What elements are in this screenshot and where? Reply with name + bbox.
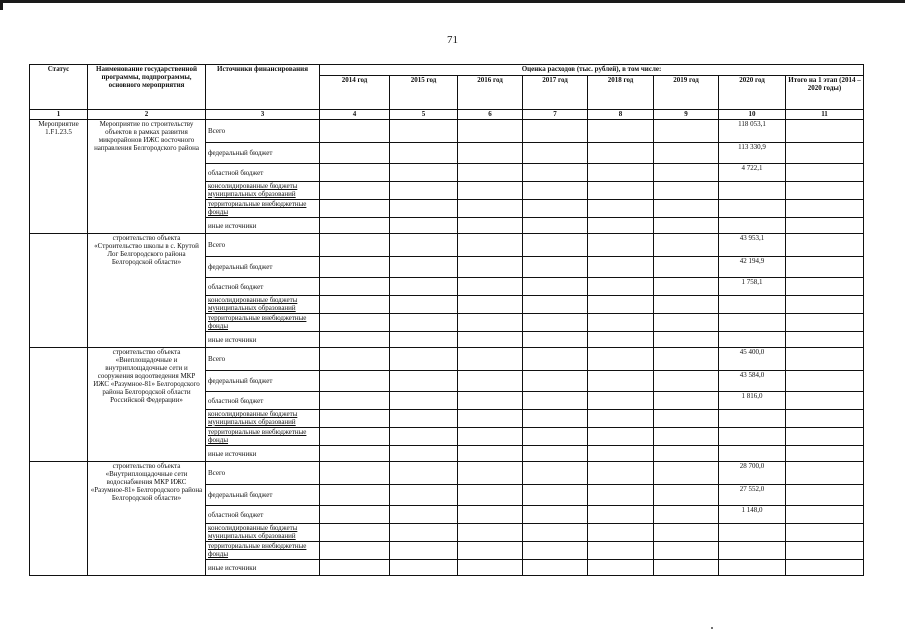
year-value-cell [458, 332, 523, 348]
value-2020-cell [719, 332, 786, 348]
measure-name-cell: строительство объекта «Внеплощадочные и внутриплощадочные сети и сооружения водоотведения МКР ИЖС «Разумное-81» Белгородского района Белгородской области Российской Федерации» [88, 348, 206, 462]
total-value-cell [786, 446, 864, 462]
year-value-cell [588, 278, 654, 296]
funding-source-cell: Всего [206, 348, 320, 371]
year-value-cell [588, 296, 654, 314]
funding-source-cell: федеральный бюджет [206, 371, 320, 392]
funding-source-cell: консолидированные бюджеты муниципальных образований [206, 296, 320, 314]
year-value-cell [458, 200, 523, 218]
year-value-cell [390, 182, 458, 200]
total-value-cell [786, 542, 864, 560]
total-value-cell [786, 332, 864, 348]
year-value-cell [654, 278, 719, 296]
year-value-cell [523, 485, 588, 506]
table-row [30, 234, 864, 257]
year-value-cell [523, 428, 588, 446]
measure-name-cell: строительство объекта «Внутриплощадочные сети водоснабжения МКР ИЖС «Разумное-81» Белгородского района Белгородской области» [88, 462, 206, 576]
year-value-cell [458, 348, 523, 371]
funding-source-cell: иные источники [206, 560, 320, 576]
value-2020-cell [719, 296, 786, 314]
header-year: 2020 год [719, 76, 786, 110]
column-number: 10 [719, 110, 786, 120]
year-value-cell [654, 143, 719, 164]
year-value-cell [458, 392, 523, 410]
value-2020-cell: 113 330,9 [719, 143, 786, 164]
year-value-cell [654, 371, 719, 392]
year-value-cell [320, 332, 390, 348]
year-value-cell [588, 257, 654, 278]
scan-edge-left [0, 0, 3, 10]
year-value-cell [523, 332, 588, 348]
measure-name-cell: Мероприятие по строительству объектов в рамках развития микрорайонов ИЖС восточного направления Белгородского района [88, 120, 206, 234]
total-value-cell [786, 485, 864, 506]
header-status: Статус [30, 65, 88, 110]
total-value-cell [786, 234, 864, 257]
year-value-cell [588, 348, 654, 371]
value-2020-cell [719, 218, 786, 234]
column-number: 3 [206, 110, 320, 120]
year-value-cell [320, 506, 390, 524]
funding-source-cell: областной бюджет [206, 164, 320, 182]
header-estimate: Оценка расходов (тыс. рублей), в том числе: [320, 65, 864, 76]
year-value-cell [523, 218, 588, 234]
header-year: 2018 год [588, 76, 654, 110]
year-value-cell [654, 524, 719, 542]
year-value-cell [320, 218, 390, 234]
funding-source-cell: территориальные внебюджетные фонды [206, 428, 320, 446]
value-2020-cell: 118 053,1 [719, 120, 786, 143]
funding-source-cell: областной бюджет [206, 506, 320, 524]
year-value-cell [654, 446, 719, 462]
year-value-cell [390, 143, 458, 164]
total-value-cell [786, 218, 864, 234]
year-value-cell [320, 485, 390, 506]
funding-source-cell: Всего [206, 120, 320, 143]
value-2020-cell: 42 194,9 [719, 257, 786, 278]
year-value-cell [390, 428, 458, 446]
header-source: Источники финансирования [206, 65, 320, 110]
status-cell: Мероприятие 1.F1.23.5 [30, 120, 88, 234]
year-value-cell [390, 164, 458, 182]
year-value-cell [654, 200, 719, 218]
year-value-cell [458, 296, 523, 314]
total-value-cell [786, 278, 864, 296]
total-value-cell [786, 200, 864, 218]
year-value-cell [458, 164, 523, 182]
year-value-cell [320, 120, 390, 143]
table-row [30, 348, 864, 371]
funding-source-cell: федеральный бюджет [206, 485, 320, 506]
funding-source-cell: консолидированные бюджеты муниципальных образований [206, 524, 320, 542]
year-value-cell [390, 234, 458, 257]
column-number: 1 [30, 110, 88, 120]
total-value-cell [786, 164, 864, 182]
year-value-cell [390, 524, 458, 542]
year-value-cell [654, 485, 719, 506]
year-value-cell [320, 410, 390, 428]
header-year: 2017 год [523, 76, 588, 110]
funding-source-cell: областной бюджет [206, 392, 320, 410]
measure-name-cell: строительство объекта «Строительство школы в с. Крутой Лог Белгородского района Белгородской области» [88, 234, 206, 348]
value-2020-cell [719, 560, 786, 576]
value-2020-cell [719, 446, 786, 462]
column-number: 4 [320, 110, 390, 120]
year-value-cell [320, 143, 390, 164]
year-value-cell [390, 392, 458, 410]
funding-source-cell: консолидированные бюджеты муниципальных образований [206, 410, 320, 428]
year-value-cell [390, 218, 458, 234]
year-value-cell [458, 218, 523, 234]
year-value-cell [588, 332, 654, 348]
year-value-cell [458, 314, 523, 332]
value-2020-cell [719, 410, 786, 428]
year-value-cell [320, 234, 390, 257]
year-value-cell [654, 506, 719, 524]
year-value-cell [390, 200, 458, 218]
year-value-cell [654, 296, 719, 314]
year-value-cell [654, 462, 719, 485]
year-value-cell [458, 428, 523, 446]
table-row [30, 462, 864, 485]
value-2020-cell [719, 428, 786, 446]
total-value-cell [786, 428, 864, 446]
year-value-cell [390, 314, 458, 332]
year-value-cell [523, 446, 588, 462]
year-value-cell [588, 371, 654, 392]
year-value-cell [458, 371, 523, 392]
year-value-cell [523, 348, 588, 371]
total-value-cell [786, 296, 864, 314]
year-value-cell [654, 314, 719, 332]
total-value-cell [786, 348, 864, 371]
year-value-cell [654, 234, 719, 257]
column-number-row [30, 110, 864, 120]
total-value-cell [786, 506, 864, 524]
year-value-cell [390, 120, 458, 143]
value-2020-cell [719, 182, 786, 200]
value-2020-cell: 43 584,0 [719, 371, 786, 392]
year-value-cell [523, 278, 588, 296]
total-value-cell [786, 182, 864, 200]
year-value-cell [320, 296, 390, 314]
year-value-cell [523, 200, 588, 218]
value-2020-cell: 45 400,0 [719, 348, 786, 371]
funding-source-cell: областной бюджет [206, 278, 320, 296]
header-year: 2014 год [320, 76, 390, 110]
year-value-cell [523, 182, 588, 200]
year-value-cell [320, 428, 390, 446]
column-number: 6 [458, 110, 523, 120]
year-value-cell [320, 314, 390, 332]
year-value-cell [523, 296, 588, 314]
status-cell [30, 348, 88, 462]
value-2020-cell: 43 953,1 [719, 234, 786, 257]
year-value-cell [588, 542, 654, 560]
value-2020-cell: 1 758,1 [719, 278, 786, 296]
value-2020-cell: 27 552,0 [719, 485, 786, 506]
year-value-cell [390, 542, 458, 560]
total-value-cell [786, 462, 864, 485]
table-body [30, 120, 864, 576]
year-value-cell [654, 428, 719, 446]
year-value-cell [390, 332, 458, 348]
year-value-cell [390, 506, 458, 524]
year-value-cell [588, 143, 654, 164]
year-value-cell [458, 446, 523, 462]
year-value-cell [523, 506, 588, 524]
year-value-cell [588, 560, 654, 576]
column-number: 2 [88, 110, 206, 120]
year-value-cell [320, 348, 390, 371]
year-value-cell [390, 278, 458, 296]
year-value-cell [654, 392, 719, 410]
year-value-cell [458, 120, 523, 143]
funding-source-cell: федеральный бюджет [206, 143, 320, 164]
status-cell [30, 234, 88, 348]
funding-source-cell: территориальные внебюджетные фонды [206, 542, 320, 560]
funding-source-cell: территориальные внебюджетные фонды [206, 200, 320, 218]
funding-source-cell: иные источники [206, 218, 320, 234]
value-2020-cell: 28 700,0 [719, 462, 786, 485]
funding-source-cell: федеральный бюджет [206, 257, 320, 278]
scan-edge-top [0, 0, 905, 3]
year-value-cell [654, 257, 719, 278]
year-value-cell [458, 506, 523, 524]
year-value-cell [588, 164, 654, 182]
total-value-cell [786, 314, 864, 332]
total-value-cell [786, 410, 864, 428]
year-value-cell [390, 296, 458, 314]
funding-source-cell: Всего [206, 462, 320, 485]
year-value-cell [654, 560, 719, 576]
year-value-cell [523, 164, 588, 182]
year-value-cell [654, 182, 719, 200]
year-value-cell [320, 200, 390, 218]
total-value-cell [786, 371, 864, 392]
table-row [30, 120, 864, 143]
year-value-cell [588, 446, 654, 462]
year-value-cell [523, 234, 588, 257]
year-value-cell [654, 410, 719, 428]
year-value-cell [320, 164, 390, 182]
year-value-cell [390, 462, 458, 485]
year-value-cell [458, 524, 523, 542]
value-2020-cell: 4 722,1 [719, 164, 786, 182]
year-value-cell [390, 348, 458, 371]
total-value-cell [786, 257, 864, 278]
total-value-cell [786, 392, 864, 410]
year-value-cell [458, 560, 523, 576]
year-value-cell [588, 182, 654, 200]
year-value-cell [320, 446, 390, 462]
header-year: 2019 год [654, 76, 719, 110]
value-2020-cell [719, 314, 786, 332]
year-value-cell [654, 542, 719, 560]
year-value-cell [320, 371, 390, 392]
year-value-cell [320, 182, 390, 200]
value-2020-cell [719, 542, 786, 560]
year-value-cell [458, 257, 523, 278]
year-value-cell [390, 446, 458, 462]
year-value-cell [523, 143, 588, 164]
value-2020-cell: 1 148,0 [719, 506, 786, 524]
year-value-cell [458, 410, 523, 428]
year-value-cell [588, 506, 654, 524]
year-value-cell [588, 120, 654, 143]
column-number: 11 [786, 110, 864, 120]
header-year: 2015 год [390, 76, 458, 110]
year-value-cell [458, 143, 523, 164]
year-value-cell [523, 120, 588, 143]
year-value-cell [588, 485, 654, 506]
year-value-cell [523, 314, 588, 332]
year-value-cell [588, 218, 654, 234]
year-value-cell [458, 182, 523, 200]
year-value-cell [588, 234, 654, 257]
year-value-cell [320, 462, 390, 485]
scan-speck [711, 627, 713, 629]
value-2020-cell [719, 524, 786, 542]
year-value-cell [654, 218, 719, 234]
value-2020-cell [719, 200, 786, 218]
year-value-cell [588, 428, 654, 446]
year-value-cell [320, 392, 390, 410]
column-number: 8 [588, 110, 654, 120]
funding-source-cell: иные источники [206, 446, 320, 462]
total-value-cell [786, 143, 864, 164]
year-value-cell [654, 120, 719, 143]
header-year: 2016 год [458, 76, 523, 110]
year-value-cell [320, 257, 390, 278]
year-value-cell [320, 278, 390, 296]
funding-source-cell: консолидированные бюджеты муниципальных образований [206, 182, 320, 200]
year-value-cell [523, 560, 588, 576]
year-value-cell [390, 560, 458, 576]
year-value-cell [320, 524, 390, 542]
year-value-cell [588, 392, 654, 410]
year-value-cell [654, 164, 719, 182]
year-value-cell [458, 278, 523, 296]
year-value-cell [390, 371, 458, 392]
page-number: 71 [447, 34, 458, 46]
status-cell [30, 462, 88, 576]
year-value-cell [654, 348, 719, 371]
year-value-cell [588, 462, 654, 485]
year-value-cell [523, 462, 588, 485]
year-value-cell [320, 542, 390, 560]
year-value-cell [390, 410, 458, 428]
funding-source-cell: иные источники [206, 332, 320, 348]
budget-table [29, 64, 864, 576]
value-2020-cell: 1 816,0 [719, 392, 786, 410]
year-value-cell [523, 542, 588, 560]
header-total: Итого на 1 этап (2014 – 2020 годы) [786, 76, 864, 110]
year-value-cell [458, 462, 523, 485]
year-value-cell [588, 200, 654, 218]
year-value-cell [320, 560, 390, 576]
total-value-cell [786, 524, 864, 542]
year-value-cell [654, 332, 719, 348]
header-name: Наименование государственной программы, подпрограммы, основного мероприятия [88, 65, 206, 110]
year-value-cell [588, 524, 654, 542]
year-value-cell [523, 371, 588, 392]
funding-source-cell: территориальные внебюджетные фонды [206, 314, 320, 332]
column-number: 9 [654, 110, 719, 120]
year-value-cell [458, 234, 523, 257]
total-value-cell [786, 120, 864, 143]
year-value-cell [523, 257, 588, 278]
year-value-cell [458, 485, 523, 506]
year-value-cell [390, 485, 458, 506]
funding-source-cell: Всего [206, 234, 320, 257]
year-value-cell [523, 524, 588, 542]
year-value-cell [523, 392, 588, 410]
year-value-cell [523, 410, 588, 428]
year-value-cell [390, 257, 458, 278]
column-number: 7 [523, 110, 588, 120]
column-number: 5 [390, 110, 458, 120]
total-value-cell [786, 560, 864, 576]
year-value-cell [588, 410, 654, 428]
year-value-cell [588, 314, 654, 332]
year-value-cell [458, 542, 523, 560]
